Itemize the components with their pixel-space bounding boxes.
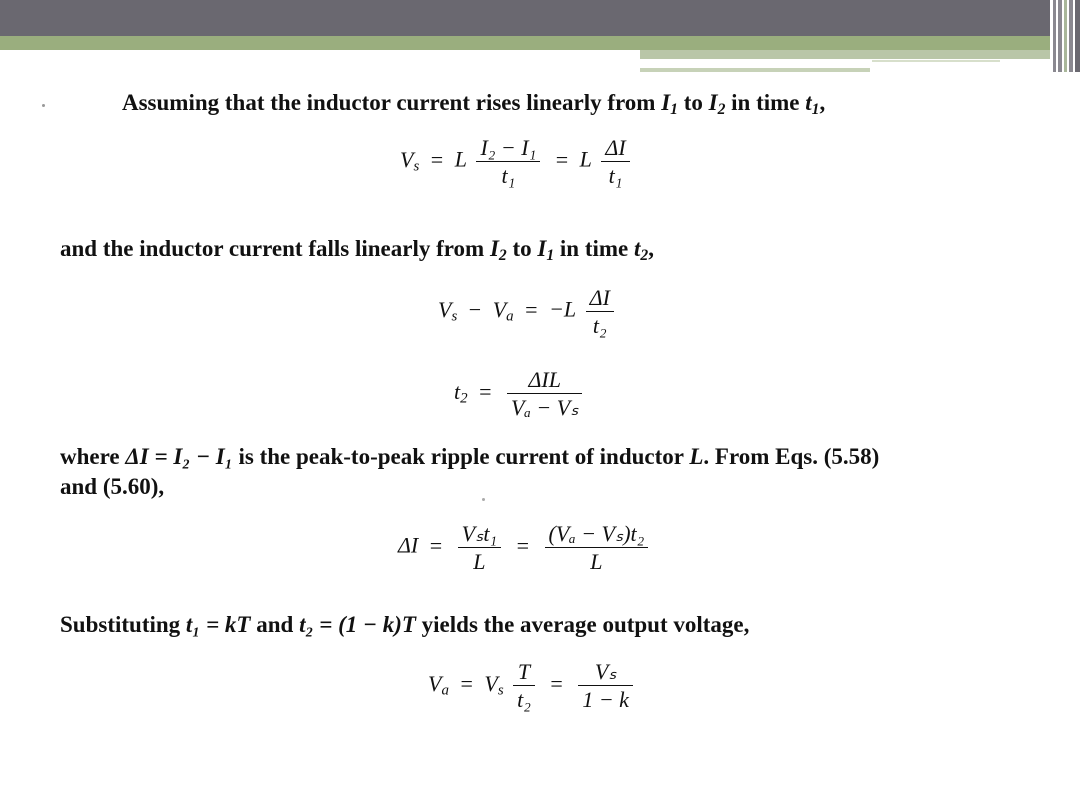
slide-top-bar	[0, 0, 1080, 36]
slide-accent-line-thin	[872, 60, 1000, 62]
fraction-2: $\frac{\Delta I}{\text{t₂}}$	[586, 286, 614, 337]
text-line-4: and (5.60),	[60, 474, 165, 499]
text-line-1: Assuming that the inductor current rises linearly from $I_1$ to $I_2$ in time $t_1$,	[122, 90, 826, 118]
text-line-2: and the inductor current falls linearly from $I_2$ to $I_1$ in time $t_2$,	[60, 236, 654, 264]
text-line-5: Substituting t₁ = kT and t₂ = (1 − k)T yields the average output voltage,	[60, 612, 750, 637]
fraction-3: $\frac{\text{ΔIL}}{\text{Vₐ − Vₛ}}$	[507, 368, 582, 419]
fraction-4a: $\frac{\text{Vₛt₁}}{L}$	[458, 522, 501, 573]
fraction-4b: $\frac{\text{(Vₐ − Vₛ)t₂}}{L}$	[545, 522, 649, 573]
fraction-5b: $\frac{\text{Vₛ}}{1 - k}$	[578, 660, 633, 711]
fraction-1b: $\frac{\Delta I}{\text{t₁}}$	[601, 136, 629, 187]
slide-green-band	[0, 36, 1050, 50]
bullet-dot	[42, 104, 45, 107]
equation-1: $V_s = L$ $\frac{\text{I₂ − I₁}}{\text{t₁}}$ = L $\frac{\Delta I}{\text{t₁}}$	[400, 136, 634, 187]
fraction-1a: $\frac{\text{I₂ − I₁}}{\text{t₁}}$	[476, 136, 540, 187]
equation-4: ΔI = $\frac{\text{Vₛt₁}}{L}$ = $\frac{\text{(Vₐ − Vₛ)t₂}}{L}$	[398, 522, 652, 573]
text-line-3: where ΔI = I₂ − I₁ is the peak-to-peak ripple current of inductor L. From Eqs. (5.58)	[60, 444, 880, 469]
slide-corner-stripes	[1050, 0, 1080, 72]
slide-green-band-lower	[640, 50, 1050, 59]
equation-2: $V_s - V_a = -L$ $\frac{\Delta I}{\text{t₂}}$	[438, 286, 618, 337]
stray-dot	[482, 498, 485, 501]
equation-3: $t_2$ = $\frac{\text{ΔIL}}{\text{Vₐ − Vₛ}}$	[454, 368, 586, 419]
equation-5: $V_a = V_s$ $\frac{T}{\text{t₂}}$ = $\frac{\text{Vₛ}}{1 - k}$	[428, 660, 637, 711]
slide-accent-line	[640, 68, 870, 72]
fraction-5a: $\frac{T}{\text{t₂}}$	[513, 660, 535, 711]
